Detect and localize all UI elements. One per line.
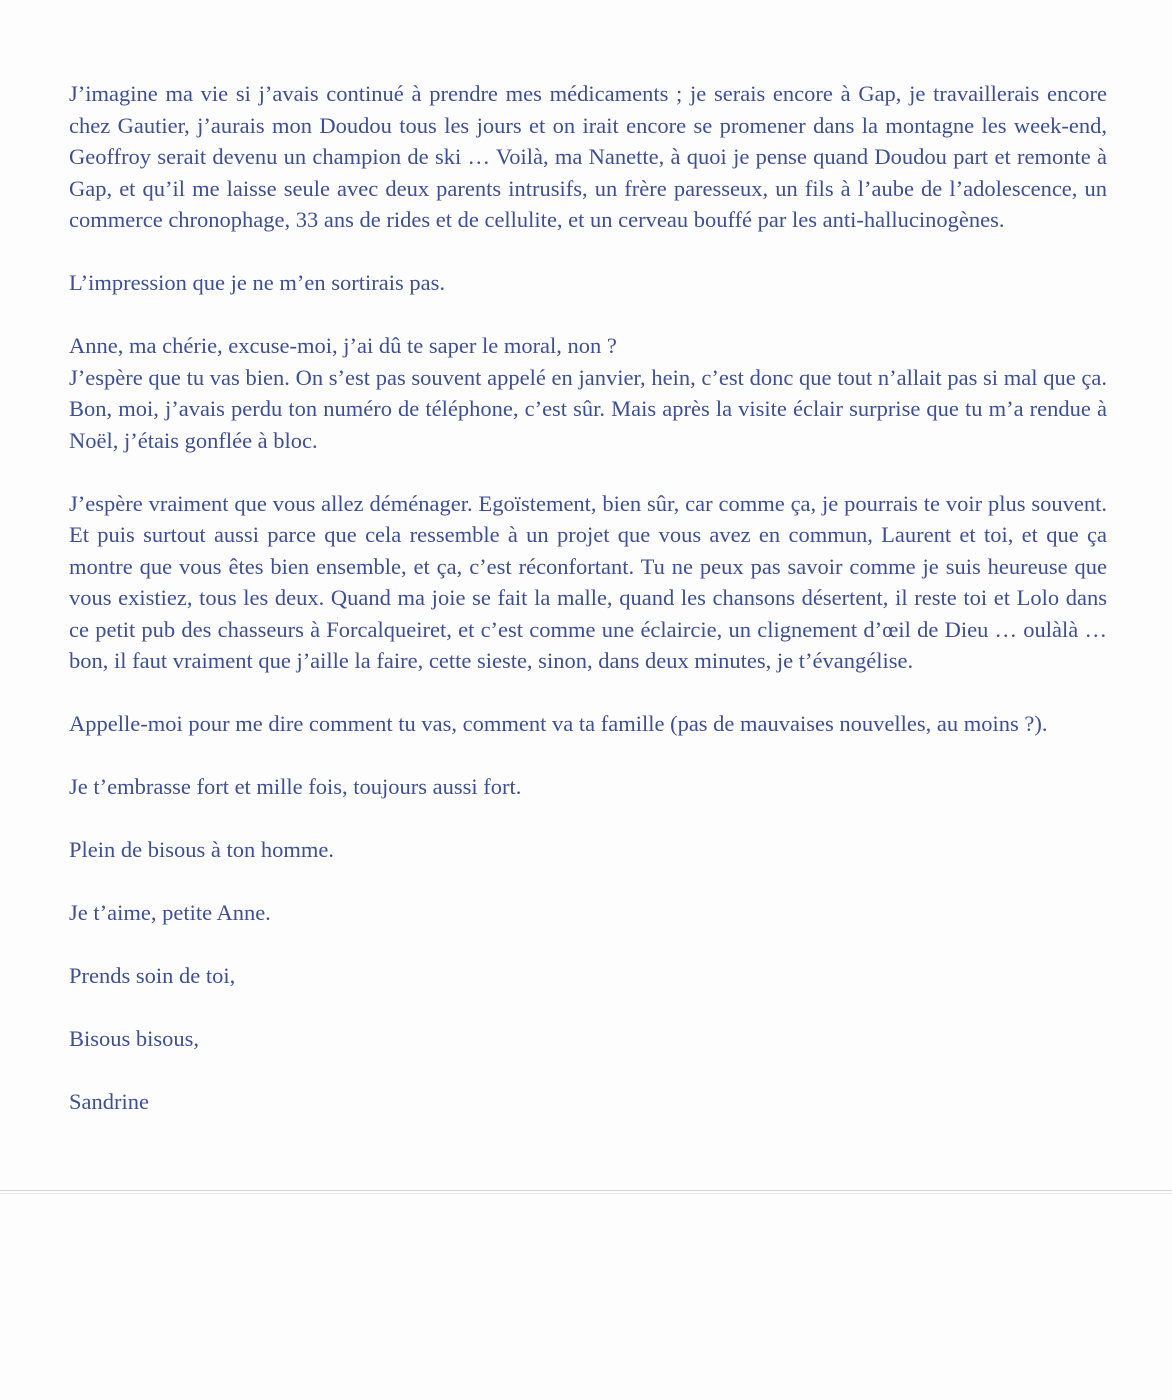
paragraph-medications: J’imagine ma vie si j’avais continué à prendre mes médicaments ; je serais encore à Gap, je travaillerais encore chez Gautier, j’aurais mon Doudou tous les jours et on irait encore se promener dans la montagne les week-end, Geoffroy serait devenu un champion de ski … Voilà, ma Nanette, à quoi je pense quand Doudou part et remonte à Gap, et qu’il me laisse seule avec deux parents intrusifs, un frère paresseux, un fils à l’aube de l’adolescence, un commerce chronophage, 33 ans de rides et de cellulite, et un cerveau bouffé par les anti-hallucinogènes. (69, 81, 1107, 232)
paragraph-love: Je t’aime, petite Anne. (69, 900, 271, 925)
paragraph-impression: L’impression que je ne m’en sortirais pas. (69, 270, 445, 295)
paragraph-moving: J’espère vraiment que vous allez déménager. Egoïstement, bien sûr, car comme ça, je pourrais te voir plus souvent. Et puis surtout aussi parce que cela ressemble à un projet que vous avez en commun, Laurent et toi, et que ça montre que vous êtes bien ensemble, et ça, c’est réconfortant. Tu ne peux pas savoir comme je suis heureuse que vous existiez, tous les deux. Quand ma joie se fait la malle, quand les chansons désertent, il reste toi et Lolo dans ce petit pub des chasseurs à Forcalqueiret, et c’est comme une éclaircie, un clignement d’œil de Dieu … oulàlà … bon, il faut vraiment que j’aille la faire, cette sieste, sinon, dans deux minutes, je t’évangélise. (69, 490, 1107, 673)
paragraph-embrace: Je t’embrasse fort et mille fois, toujours aussi fort. (69, 774, 522, 799)
paragraph-bisous: Bisous bisous, (69, 1026, 200, 1051)
letter-body (69, 78, 1107, 1118)
paper-fold-shadow (0, 1193, 1172, 1194)
paragraph-hope: J’espère que tu vas bien. On s’est pas souvent appelé en janvier, hein, c’est donc que tout n’allait pas si mal que ça. Bon, moi, j’avais perdu ton numéro de téléphone, c’est sûr. Mais après la visite éclair surprise que tu m’a rendue à Noël, j’étais gonflée à bloc. (69, 364, 1107, 453)
paragraph-kisses-man: Plein de bisous à ton homme. (69, 837, 334, 862)
paper-fold-line (0, 1190, 1172, 1191)
paragraph-take-care: Prends soin de toi, (69, 963, 236, 988)
paragraph-call-me: Appelle-moi pour me dire comment tu vas, comment va ta famille (pas de mauvaises nouvelles, au moins ?). (69, 711, 1048, 736)
signature: Sandrine (69, 1089, 149, 1114)
paragraph-apology: Anne, ma chérie, excuse-moi, j’ai dû te saper le moral, non ? (69, 333, 617, 358)
